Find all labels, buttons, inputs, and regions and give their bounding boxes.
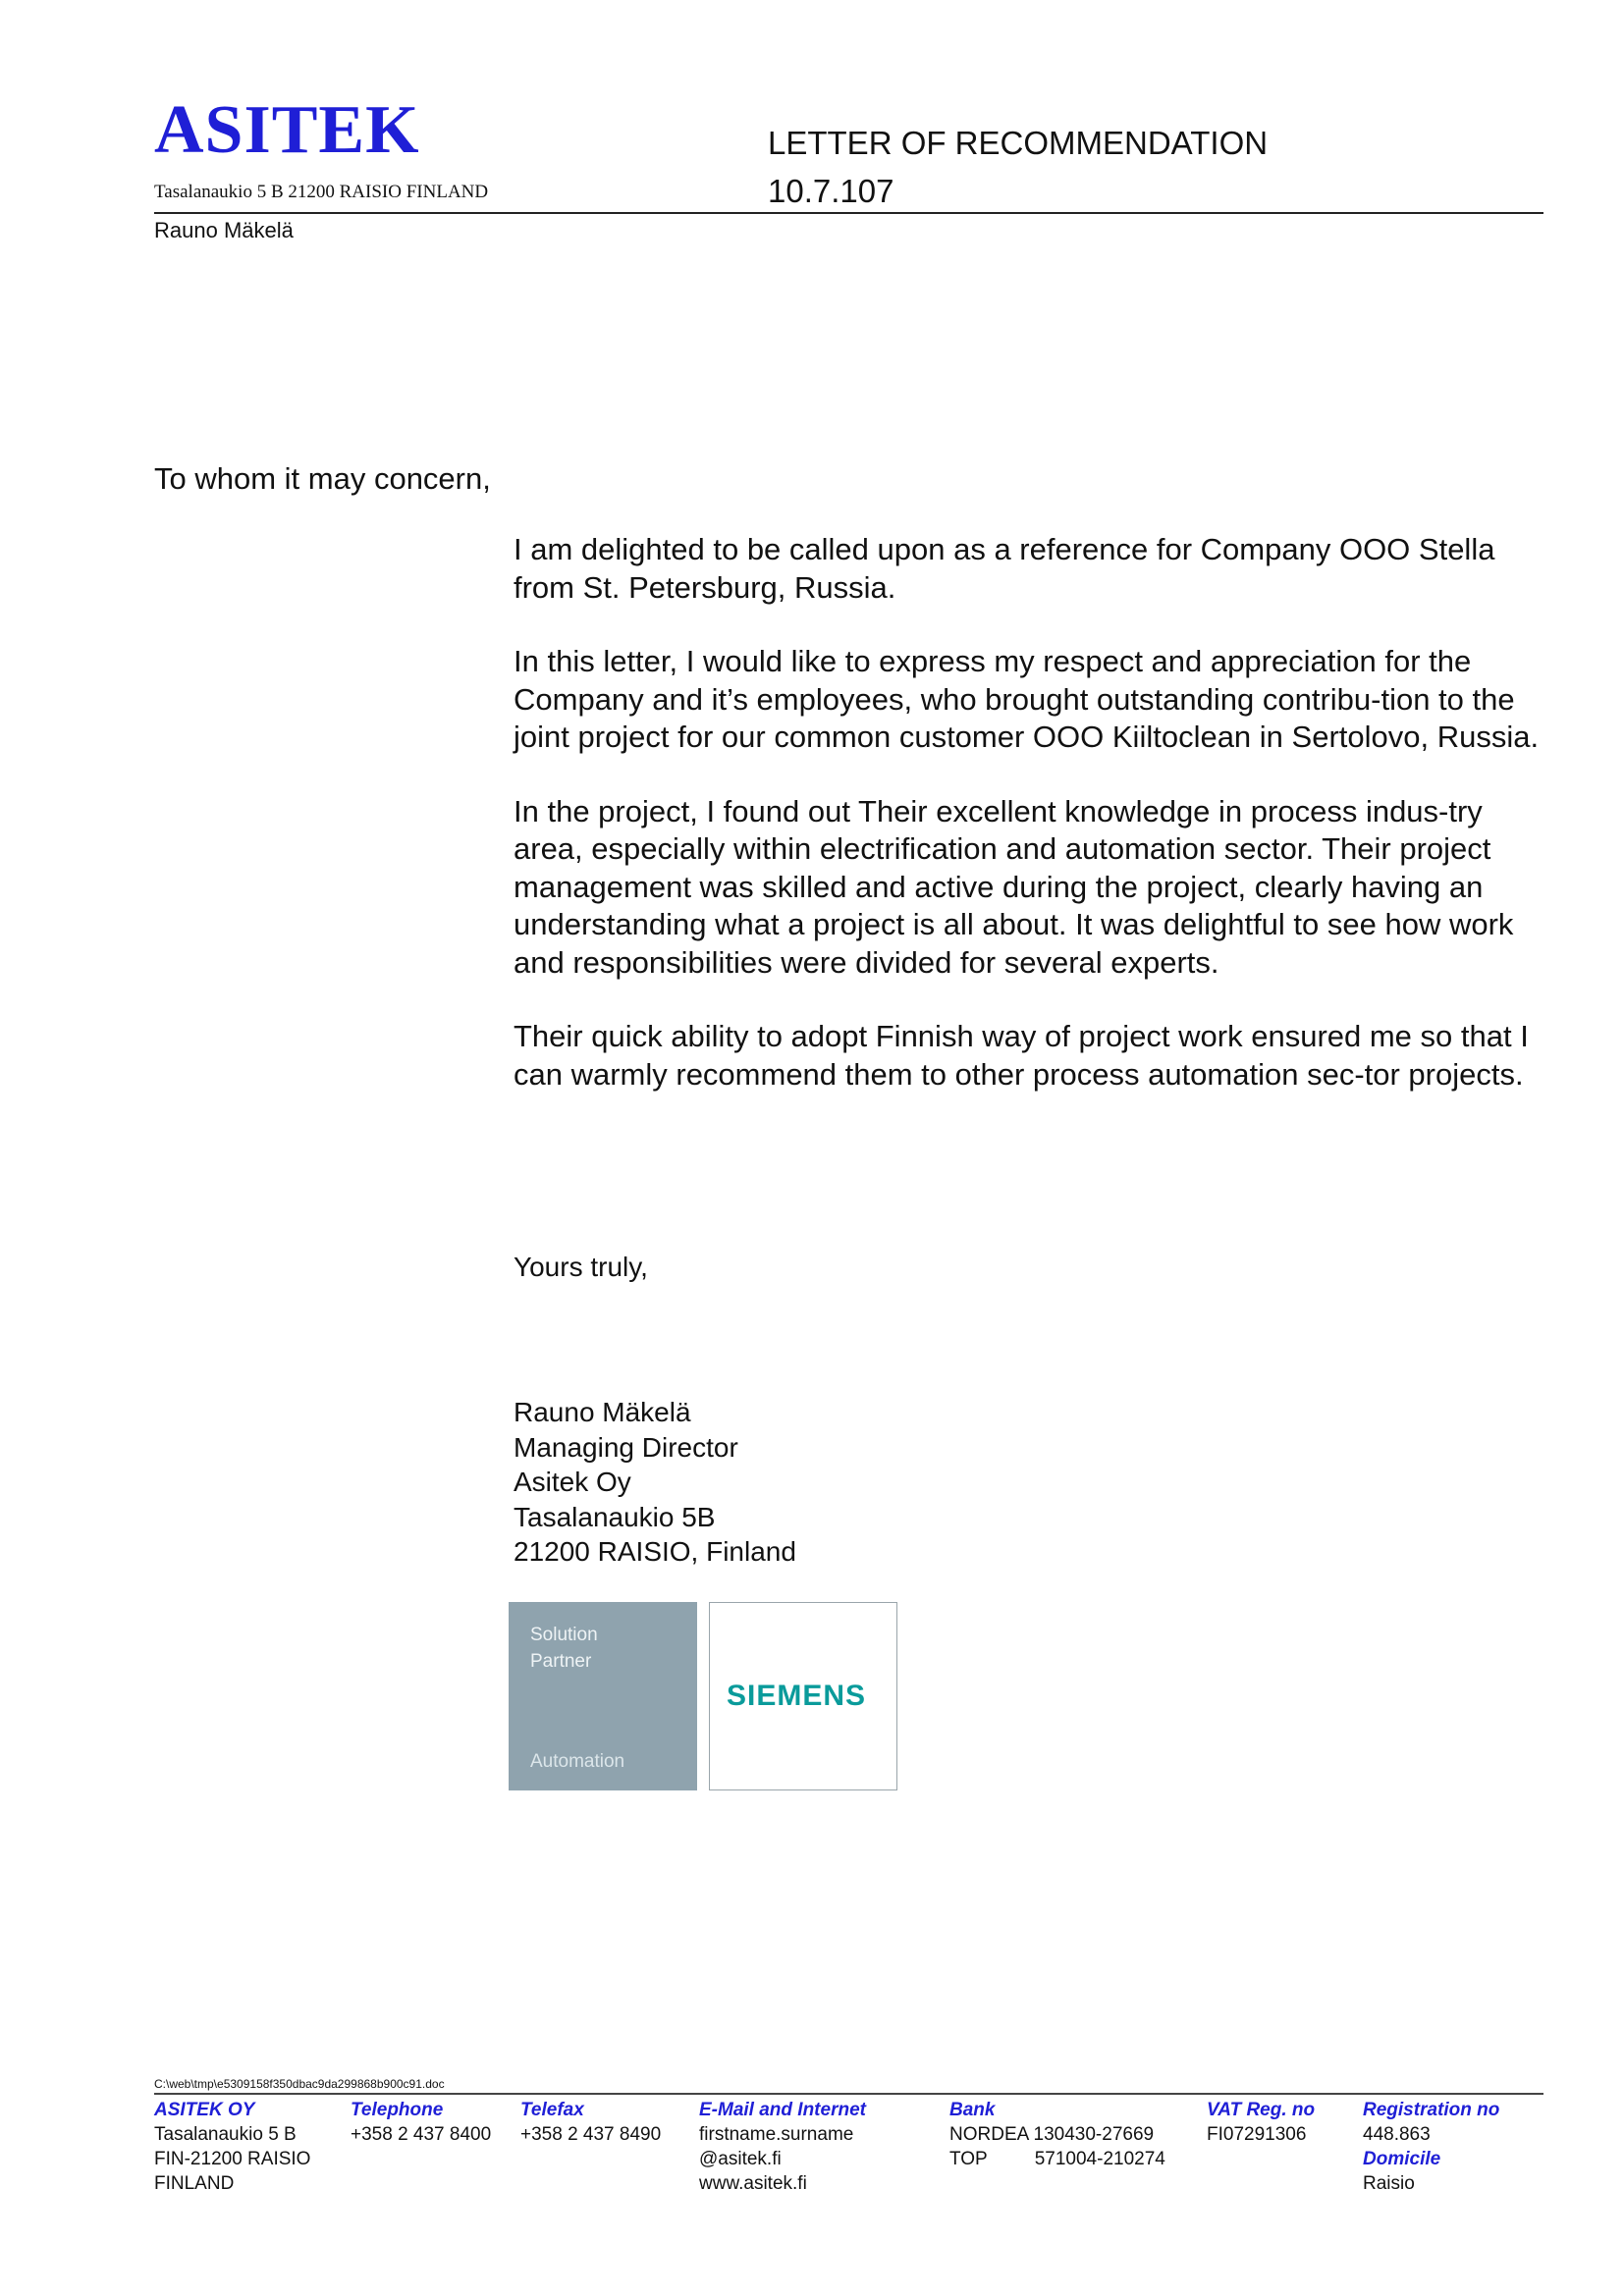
- paragraph: In this letter, I would like to express my respect and appreciation for the Company and it’s employees, who brought outstanding contribu-tion to the joint project for our common customer OOO Kiiltoclean in Sertolovo, Russia.: [514, 644, 1540, 754]
- footer-text: [949, 2147, 1165, 2171]
- footer-telefax-column: [520, 2098, 661, 2147]
- signer-company: Asitek Oy: [514, 1467, 631, 1497]
- footer-text: Raisio: [1363, 2173, 1415, 2194]
- footer-company-column: [154, 2098, 310, 2196]
- closing: Yours truly,: [514, 1252, 648, 1282]
- footer-email-column: [699, 2098, 866, 2196]
- footer-divider: [154, 2093, 1543, 2095]
- badge-line: Automation: [530, 1751, 625, 1772]
- footer-text: Tasalanaukio 5 B: [154, 2124, 297, 2145]
- author-name: Rauno Mäkelä: [154, 218, 294, 242]
- letter-body: [514, 531, 1556, 1130]
- footer-text: +358 2 437 8490: [520, 2124, 662, 2145]
- signer-street: Tasalanaukio 5B: [514, 1501, 716, 1532]
- footer-text: @asitek.fi: [699, 2149, 782, 2169]
- paragraph: I am delighted to be called upon as a reference for Company OOO Stella from St. Petersburg, Russia.: [514, 532, 1495, 605]
- signature-block: [514, 1395, 796, 1570]
- signer-name: Rauno Mäkelä: [514, 1397, 691, 1427]
- footer-heading: VAT Reg. no: [1207, 2100, 1316, 2120]
- document-title: LETTER OF RECOMMENDATION: [768, 125, 1269, 161]
- footer-telephone-column: [351, 2098, 491, 2147]
- footer-heading: Registration no: [1363, 2100, 1500, 2120]
- footer-registration-column: [1363, 2098, 1499, 2196]
- footer-heading: E-Mail and Internet: [699, 2100, 866, 2120]
- signer-position: Managing Director: [514, 1431, 738, 1463]
- paragraph: Their quick ability to adopt Finnish way of project work ensured me so that I can warmly recommend them to other process automation sec-tor projects.: [514, 1019, 1529, 1092]
- company-address: Tasalanaukio 5 B 21200 RAISIO FINLAND: [154, 182, 489, 202]
- footer-heading: Telephone: [351, 2100, 444, 2120]
- footer-bank-column: [949, 2098, 1165, 2171]
- footer-text: NORDEA 130430-27669: [949, 2124, 1155, 2145]
- footer-text: +358 2 437 8400: [351, 2124, 492, 2145]
- footer-text: FIN-21200 RAISIO: [154, 2149, 311, 2169]
- header-divider: [154, 212, 1543, 214]
- footer-text: FI07291306: [1207, 2124, 1307, 2145]
- footer-heading: ASITEK OY: [154, 2100, 255, 2120]
- footer-heading: Bank: [949, 2100, 996, 2120]
- footer-text: 448.863: [1363, 2124, 1431, 2145]
- bank-account: 571004-210274: [1034, 2149, 1165, 2169]
- badge-line: Solution: [530, 1625, 598, 1645]
- siemens-logo: [709, 1602, 897, 1790]
- solution-partner-badge: [509, 1602, 697, 1790]
- badge-line: Partner: [530, 1651, 592, 1672]
- footer-heading: Telefax: [520, 2100, 584, 2120]
- bank-label: TOP: [949, 2149, 988, 2169]
- siemens-wordmark: SIEMENS: [727, 1680, 867, 1712]
- footer-text: www.asitek.fi: [699, 2173, 807, 2194]
- footer-text: firstname.surname: [699, 2124, 854, 2145]
- company-logo: ASITEK: [154, 92, 420, 168]
- paragraph: In the project, I found out Their excellent knowledge in process indus-try area, especially within electrification and automation sector. Their project management was skilled and active during the project, clearly having an understanding what a project is all about. It was delightful to see how work and responsibilities were divided for several experts.: [514, 793, 1514, 980]
- document-date: 10.7.107: [768, 173, 894, 209]
- salutation: To whom it may concern,: [154, 461, 491, 496]
- footer-vat-column: [1207, 2098, 1315, 2147]
- footer-text: FINLAND: [154, 2173, 235, 2194]
- footer-heading: Domicile: [1363, 2149, 1441, 2169]
- signer-city: 21200 RAISIO, Finland: [514, 1536, 796, 1567]
- file-path: C:\web\tmp\e5309158f350dbac9da299868b900c91.doc: [154, 2077, 445, 2091]
